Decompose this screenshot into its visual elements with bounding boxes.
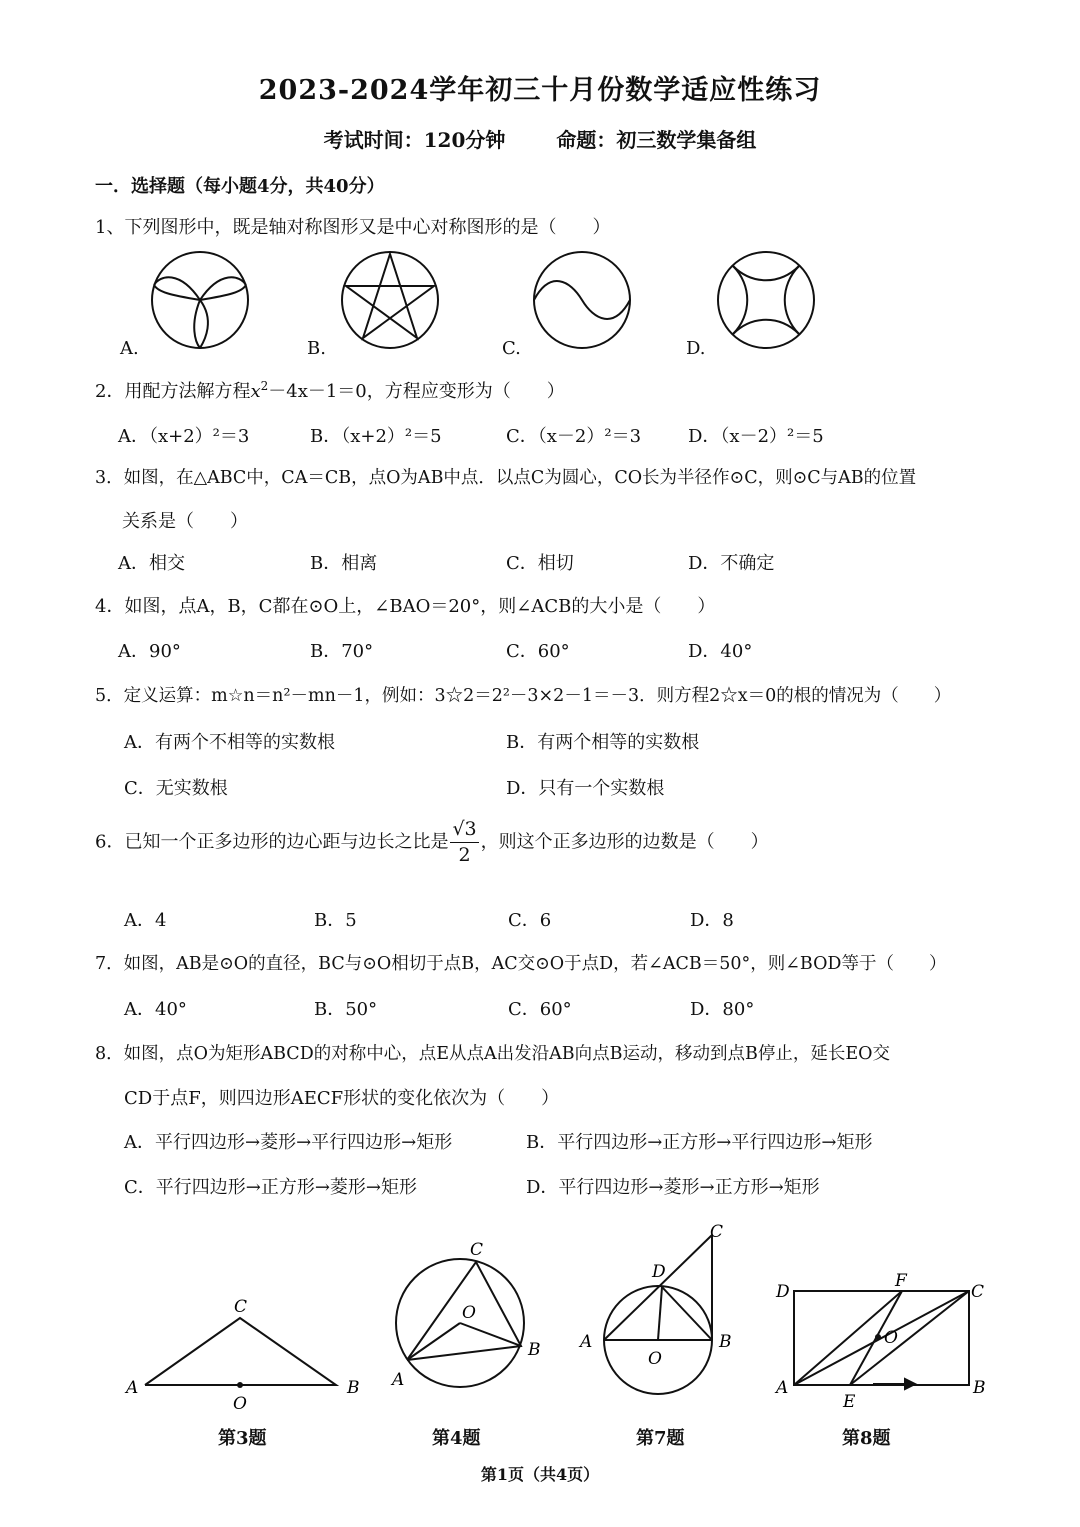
fig7-label-c: C (710, 1222, 724, 1242)
fig8-label-e: E (843, 1392, 856, 1412)
q2-option-a[interactable]: A．（x+2）²＝3 (118, 426, 250, 447)
page-number: 第1页（共4页） (480, 1465, 600, 1484)
q8-option-d[interactable]: D．平行四边形→菱形→正方形→矩形 (526, 1177, 820, 1198)
q8-option-b[interactable]: B．平行四边形→正方形→平行四边形→矩形 (526, 1132, 873, 1153)
q1-option-d[interactable]: D. (686, 338, 706, 359)
q2-option-d[interactable]: D．（x－2）²＝5 (688, 426, 824, 447)
q6-stem-suffix: ，则这个正多边形的边数是（ ） (480, 831, 769, 853)
q2-stem-prefix: 2．用配方法解方程 (95, 381, 251, 402)
q6-stem-prefix: 6．已知一个正多边形的边心距与边长之比是 (95, 831, 449, 853)
exam-time: 考试时间：120分钟 (323, 128, 506, 152)
q4-option-d[interactable]: D．40° (688, 641, 753, 662)
fig8-label-f: F (895, 1271, 907, 1291)
fig7-label-a: A (580, 1332, 593, 1352)
fig3-caption: 第3题 (218, 1428, 267, 1449)
q8-option-c[interactable]: C．平行四边形→正方形→菱形→矩形 (124, 1177, 418, 1198)
fig3-label-c: C (234, 1297, 248, 1317)
q7-option-d[interactable]: D．80° (690, 999, 755, 1020)
q5-option-b[interactable]: B．有两个相等的实数根 (506, 732, 700, 753)
fig4-circle (396, 1259, 524, 1387)
q1-option-c[interactable]: C. (502, 338, 521, 359)
q3-option-c[interactable]: C．相切 (506, 553, 574, 574)
q4-option-b[interactable]: B．70° (310, 641, 374, 662)
q6-option-a[interactable]: A．4 (124, 910, 167, 931)
q1-figure-b (342, 252, 438, 348)
fig8-arrow (873, 1379, 915, 1389)
q7-stem: 7．如图，AB是⊙O的直径，BC与⊙O相切于点B，AC交⊙O于点D，若∠ACB＝50°，则∠BOD等于（ ） (95, 954, 947, 974)
q6-option-d[interactable]: D．8 (690, 910, 734, 931)
fig3-label-b: B (347, 1378, 360, 1398)
fig4-label-b: B (528, 1340, 541, 1360)
fig4-caption: 第4题 (432, 1428, 481, 1449)
q5-option-c[interactable]: C．无实数根 (124, 778, 228, 799)
question-setter: 命题：初三数学集备组 (556, 128, 757, 152)
q4-option-c[interactable]: C．60° (506, 641, 570, 662)
fig8-label-b: B (973, 1378, 986, 1398)
q2-stem-suffix: －4x－1＝0，方程应变形为（ ） (268, 381, 565, 402)
q3-option-b[interactable]: B．相离 (310, 553, 378, 574)
q1-option-b[interactable]: B. (307, 338, 326, 359)
q6-option-b[interactable]: B．5 (314, 910, 357, 931)
q3-option-d[interactable]: D．不确定 (688, 553, 775, 574)
exam-info (0, 124, 1080, 153)
section-heading: 一．选择题（每小题4分，共40分） (95, 176, 385, 197)
q7-option-a[interactable]: A．40° (124, 999, 187, 1020)
q2-stem: 2．用配方法解方程$x^2-4x-1=0$，方程应变形为（ ） (95, 379, 565, 402)
q3-option-a[interactable]: A．相交 (118, 553, 185, 574)
fig3-label-a: A (126, 1378, 139, 1398)
fig8-rectangle (794, 1291, 969, 1385)
fig8-caption: 第8题 (842, 1428, 891, 1449)
fig8-label-a: A (776, 1378, 789, 1398)
q1-option-a[interactable]: A. (120, 338, 139, 359)
fig8-label-c: C (971, 1282, 985, 1302)
q6-fraction-denominator: 2 (458, 844, 471, 866)
q8-stem-line1: 8．如图，点O为矩形ABCD的对称中心，点E从点A出发沿AB向点B运动，移动到点B停止，延长EO交 (95, 1044, 890, 1064)
fig7-label-o: O (648, 1349, 662, 1369)
q6-fraction-numerator: √3 (450, 820, 478, 843)
q6-option-c[interactable]: C．6 (508, 910, 552, 931)
q1-stem: 1、下列图形中，既是轴对称图形又是中心对称图形的是（ ） (95, 217, 611, 238)
fig3-label-o: O (233, 1394, 247, 1414)
q5-option-d[interactable]: D．只有一个实数根 (506, 778, 665, 799)
fig4-label-c: C (470, 1240, 484, 1260)
q2-option-c[interactable]: C．（x－2）²＝3 (506, 426, 642, 447)
q8-stem-line2: CD于点F，则四边形AECF形状的变化依次为（ ） (124, 1088, 560, 1109)
fig3-point-o (237, 1382, 243, 1388)
q7-option-c[interactable]: C．60° (508, 999, 572, 1020)
q6-fraction (450, 820, 478, 865)
fig7-label-b: B (719, 1332, 732, 1352)
fig7-circle (604, 1235, 712, 1394)
figures-row (0, 1215, 1080, 1455)
page-title: 2023-2024学年初三十月份数学适应性练习 (258, 75, 822, 106)
q7-option-b[interactable]: B．50° (314, 999, 378, 1020)
q4-stem: 4．如图，点A，B，C都在⊙O上，∠BAO＝20°，则∠ACB的大小是（ ） (95, 596, 716, 617)
fig8-label-d: D (776, 1282, 790, 1302)
q5-stem: 5．定义运算：m☆n＝n²－mn－1，例如：3☆2＝2²－3×2－1＝－3．则方程2☆x＝0的根的情况为（ ） (95, 686, 952, 706)
q3-stem-line2: 关系是（ ） (122, 511, 248, 532)
fig7-label-d: D (652, 1262, 666, 1282)
q4-option-a[interactable]: A．90° (118, 641, 181, 662)
q8-option-a[interactable]: A．平行四边形→菱形→平行四边形→矩形 (124, 1132, 453, 1153)
q6-stem (95, 820, 769, 865)
fig3-triangle (145, 1318, 336, 1385)
q3-stem-line1: 3．如图，在△ABC中，CA＝CB，点O为AB中点．以点C为圆心，CO长为半径作⊙C，则⊙C与AB的位置 (95, 468, 917, 488)
fig7-caption: 第7题 (636, 1428, 685, 1449)
fig8-point-o (875, 1334, 881, 1340)
fig4-label-o: O (462, 1303, 476, 1323)
q5-option-a[interactable]: A．有两个不相等的实数根 (124, 732, 335, 753)
q1-figure-d (718, 252, 814, 348)
q2-option-b[interactable]: B．（x+2）²＝5 (310, 426, 442, 447)
q1-figure-c (534, 252, 630, 348)
fig8-label-o: O (884, 1328, 898, 1348)
q1-figure-a (152, 252, 248, 348)
fig4-label-a: A (392, 1370, 405, 1390)
q1-figures (140, 250, 840, 360)
